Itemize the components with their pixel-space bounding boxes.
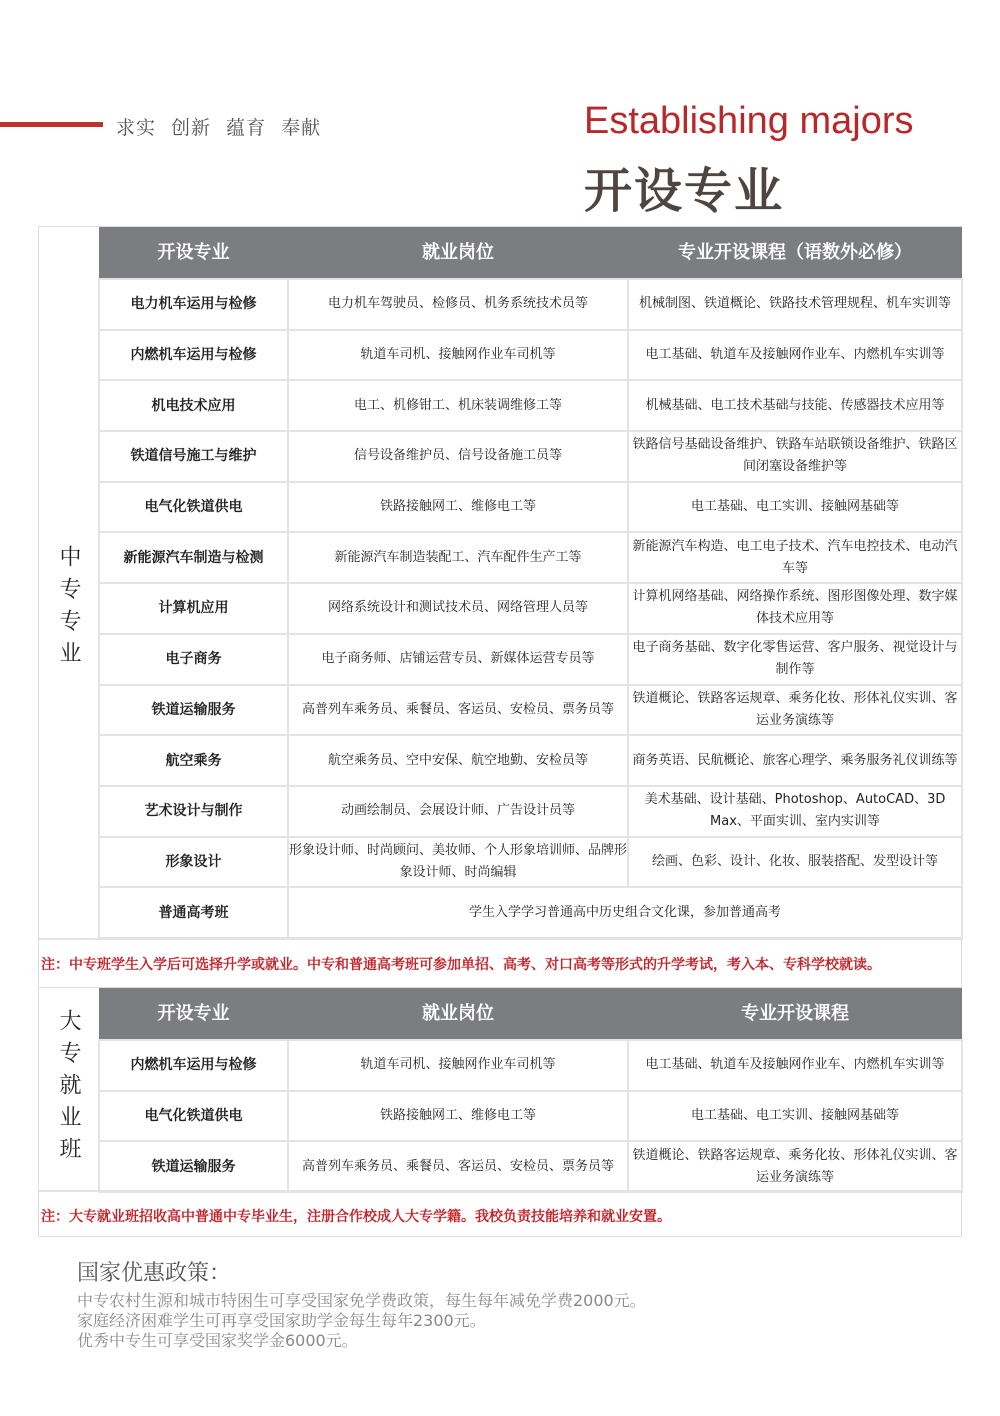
secondary-side-label: 中专专业 (56, 544, 81, 673)
table-row (99, 685, 962, 736)
jobs-cell: 航空乘务员、空中安保、航空地勤、安检员等 (288, 735, 628, 786)
table-row (99, 330, 962, 381)
major-cell: 铁道运输服务 (99, 685, 288, 736)
major-cell: 电力机车运用与检修 (99, 279, 288, 330)
col-jobs: 就业岗位 (288, 227, 628, 279)
jobs-cell: 电工、机修钳工、机床装调维修工等 (288, 380, 628, 431)
jobs-cell: 高普列车乘务员、乘餐员、客运员、安检员、票务员等 (288, 685, 628, 736)
college-section (38, 988, 962, 1237)
col-major: 开设专业 (99, 988, 288, 1040)
table-row (99, 735, 962, 786)
jobs-cell: 轨道车司机、接触网作业车司机等 (288, 330, 628, 381)
jobs-cell: 铁路接触网工、维修电工等 (288, 1091, 628, 1142)
table-row (99, 583, 962, 634)
table-row (99, 887, 962, 938)
jobs-cell: 电子商务师、店铺运营专员、新媒体运营专员等 (288, 634, 628, 685)
courses-cell: 电工基础、轨道车及接触网作业车、内燃机车实训等 (628, 1040, 962, 1091)
table-row (99, 532, 962, 583)
major-cell: 内燃机车运用与检修 (99, 330, 288, 381)
major-cell: 电气化铁道供电 (99, 1091, 288, 1142)
policy-item: 中专农村生源和城市特困生可享受国家免学费政策，每生每年减免学费2000元。 (77, 1291, 646, 1310)
jobs-cell: 轨道车司机、接触网作业车司机等 (288, 1040, 628, 1091)
table-row (99, 431, 962, 482)
courses-cell: 电工基础、轨道车及接触网作业车、内燃机车实训等 (628, 330, 962, 381)
secondary-table (98, 227, 963, 939)
major-cell: 形象设计 (99, 837, 288, 888)
jobs-cell: 高普列车乘务员、乘餐员、客运员、安检员、票务员等 (288, 1141, 628, 1192)
table-row (99, 1091, 962, 1142)
courses-cell: 机械基础、电工技术基础与技能、传感器技术应用等 (628, 380, 962, 431)
major-cell: 铁道运输服务 (99, 1141, 288, 1192)
table-row (99, 482, 962, 533)
major-cell: 电气化铁道供电 (99, 482, 288, 533)
jobs-cell: 电力机车驾驶员、检修员、机务系统技术员等 (288, 279, 628, 330)
courses-cell: 绘画、色彩、设计、化妆、服装搭配、发型设计等 (628, 837, 962, 888)
major-cell: 普通高考班 (99, 887, 288, 938)
courses-cell: 铁道概论、铁路客运规章、乘务化妆、形体礼仪实训、客运业务演练等 (628, 1141, 962, 1192)
major-cell: 新能源汽车制造与检测 (99, 532, 288, 583)
college-side-label: 大专就业班 (56, 1009, 81, 1169)
major-cell: 航空乘务 (99, 735, 288, 786)
major-cell: 电子商务 (99, 634, 288, 685)
courses-cell: 商务英语、民航概论、旅客心理学、乘务服务礼仪训练等 (628, 735, 962, 786)
table-row (99, 1040, 962, 1091)
courses-cell: 机械制图、铁道概论、铁路技术管理规程、机车实训等 (628, 279, 962, 330)
title-en: Establishing majors (584, 100, 914, 142)
secondary-section (38, 226, 962, 988)
college-note: 注：大专就业班招收高中普通中专毕业生，注册合作校成人大专学籍。我校负责技能培养和就业安置。 (39, 1190, 963, 1240)
jobs-cell: 新能源汽车制造装配工、汽车配件生产工等 (288, 532, 628, 583)
table-row (99, 380, 962, 431)
courses-cell: 电工基础、电工实训、接触网基础等 (628, 1091, 962, 1142)
col-courses: 专业开设课程（语数外必修） (628, 227, 962, 279)
major-cell: 艺术设计与制作 (99, 786, 288, 837)
courses-cell: 电子商务基础、数字化零售运营、客户服务、视觉设计与制作等 (628, 634, 962, 685)
table-row (99, 837, 962, 888)
jobs-cell: 动画绘制员、会展设计师、广告设计员等 (288, 786, 628, 837)
col-major: 开设专业 (99, 227, 288, 279)
major-cell: 机电技术应用 (99, 380, 288, 431)
policy-item: 优秀中专生可享受国家奖学金6000元。 (77, 1331, 358, 1350)
major-cell: 内燃机车运用与检修 (99, 1040, 288, 1091)
major-cell: 铁道信号施工与维护 (99, 431, 288, 482)
jobs-cell: 信号设备维护员、信号设备施工员等 (288, 431, 628, 482)
jobs-cell: 形象设计师、时尚顾问、美妆师、个人形象培训师、品牌形象设计师、时尚编辑 (288, 837, 628, 888)
policy-title: 国家优惠政策： (77, 1261, 232, 1286)
major-cell: 计算机应用 (99, 583, 288, 634)
title-cn: 开设专业 (584, 163, 785, 219)
secondary-note: 注：中专班学生入学后可选择升学或就业。中专和普通高考班可参加单招、高考、对口高考等形式的升学考试，考入本、专科学校就读。 (39, 938, 963, 988)
courses-cell: 计算机网络基础、网络操作系统、图形图像处理、数字媒体技术应用等 (628, 583, 962, 634)
jobs-cell: 铁路接触网工、维修电工等 (288, 482, 628, 533)
policy-section (77, 1256, 646, 1351)
table-row (99, 279, 962, 330)
courses-cell: 电工基础、电工实训、接触网基础等 (628, 482, 962, 533)
table-row (99, 1141, 962, 1192)
courses-cell: 美术基础、设计基础、Photoshop、AutoCAD、3D Max、平面实训、室内实训等 (628, 786, 962, 837)
courses-cell: 铁道概论、铁路客运规章、乘务化妆、形体礼仪实训、客运业务演练等 (628, 685, 962, 736)
jobs-cell: 网络系统设计和测试技术员、网络管理人员等 (288, 583, 628, 634)
accent-line (0, 122, 103, 127)
col-courses: 专业开设课程 (628, 988, 962, 1040)
courses-cell: 铁路信号基础设备维护、铁路车站联锁设备维护、铁路区间闭塞设备维护等 (628, 431, 962, 482)
college-table (98, 988, 963, 1193)
table-row (99, 634, 962, 685)
policy-item: 家庭经济困难学生可再享受国家助学金每生每年2300元。 (77, 1311, 486, 1330)
courses-cell: 新能源汽车构造、电工电子技术、汽车电控技术、电动汽车等 (628, 532, 962, 583)
description-cell: 学生入学学习普通高中历史组合文化课，参加普通高考 (288, 887, 962, 938)
col-jobs: 就业岗位 (288, 988, 628, 1040)
motto: 求实 创新 蕴育 奉献 (116, 117, 322, 139)
table-row (99, 786, 962, 837)
